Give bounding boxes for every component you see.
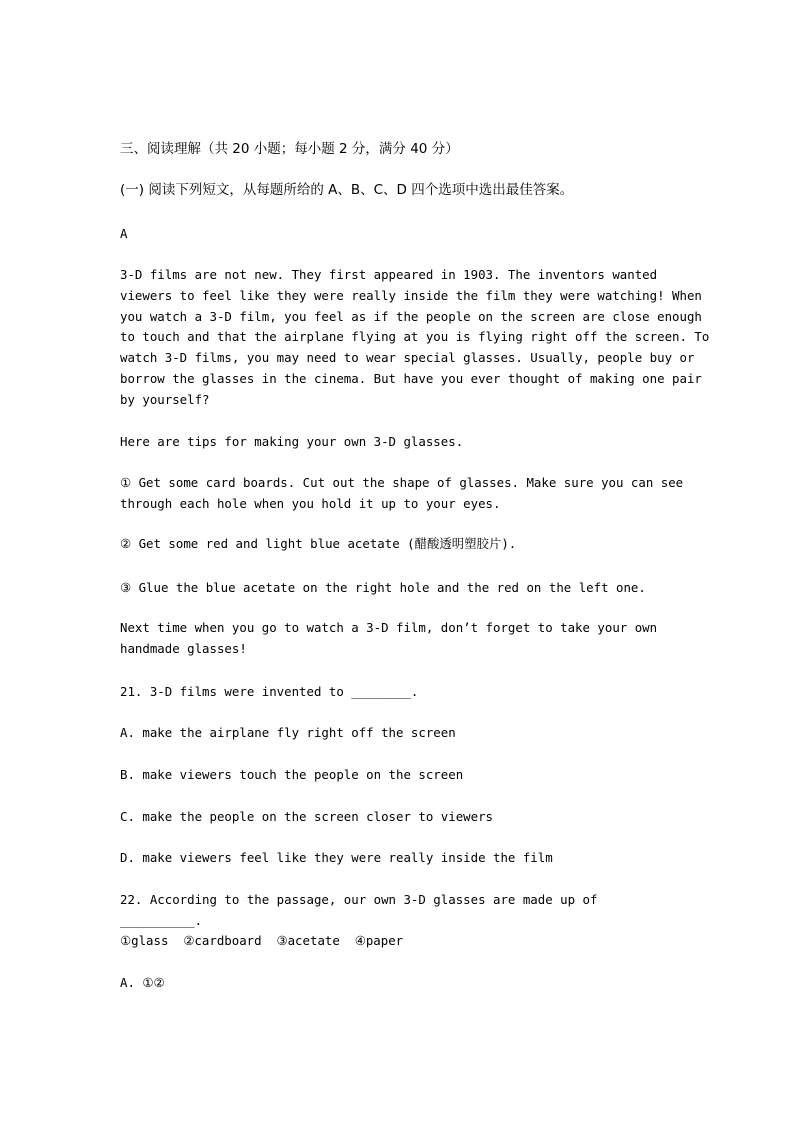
- passage-line: borrow the glasses in the cinema. But have you ever thought of making one pair: [120, 370, 702, 386]
- question-22-option-a: A. ①②: [120, 975, 165, 990]
- question-22-stem: 22. According to the passage, our own 3-D glasses are made up of __________.: [120, 892, 605, 928]
- passage-line: by yourself?: [120, 391, 210, 407]
- question-21-option-a: A. make the airplane fly right off the screen: [120, 725, 456, 740]
- tip-1-line: ① Get some card boards. Cut out the shape of glasses. Make sure you can see: [120, 475, 684, 490]
- passage-line: to touch and that the airplane flying at you is flying right off the screen. To: [120, 329, 710, 345]
- tips-intro: Here are tips for making your own 3-D glasses.: [120, 434, 464, 449]
- closing-line: Next time when you go to watch a 3-D film, don’t forget to take your own: [120, 620, 658, 635]
- tip-1: [120, 473, 684, 515]
- instructions: (一) 阅读下列短文，从每题所给的 A、B、C、D 四个选项中选出最佳答案。: [120, 182, 574, 198]
- tip-1-line: through each hole when you hold it up to your eyes.: [120, 495, 501, 511]
- closing-line: handmade glasses!: [120, 640, 247, 656]
- tip-3: ③ Glue the blue acetate on the right hole and the red on the left one.: [120, 580, 646, 595]
- question-21-option-b: B. make viewers touch the people on the screen: [120, 767, 464, 782]
- passage-line: viewers to feel like they were really inside the film they were watching! When: [120, 287, 702, 303]
- question-22-choices: ①glass ②cardboard ③acetate ④paper: [120, 933, 404, 948]
- passage-label: A: [120, 226, 128, 241]
- question-21-stem: 21. 3-D films were invented to ________.: [120, 684, 419, 699]
- passage-line: 3-D films are not new. They first appeared in 1903. The inventors wanted: [120, 267, 658, 282]
- passage-line: watch 3-D films, you may need to wear special glasses. Usually, people buy or: [120, 350, 695, 366]
- closing-paragraph: [120, 618, 680, 660]
- tip-2: ② Get some red and light blue acetate (醋酸透明塑胶片).: [120, 536, 517, 551]
- question-21-option-c: C. make the people on the screen closer to viewers: [120, 809, 493, 824]
- section-heading: 三、阅读理解（共 20 小题；每小题 2 分，满分 40 分）: [120, 141, 459, 157]
- passage-line: you watch a 3-D film, you feel as if the people on the screen are close enough: [120, 308, 702, 324]
- question-21-option-d: D. make viewers feel like they were really inside the film: [120, 850, 553, 865]
- passage-paragraph: [120, 265, 710, 411]
